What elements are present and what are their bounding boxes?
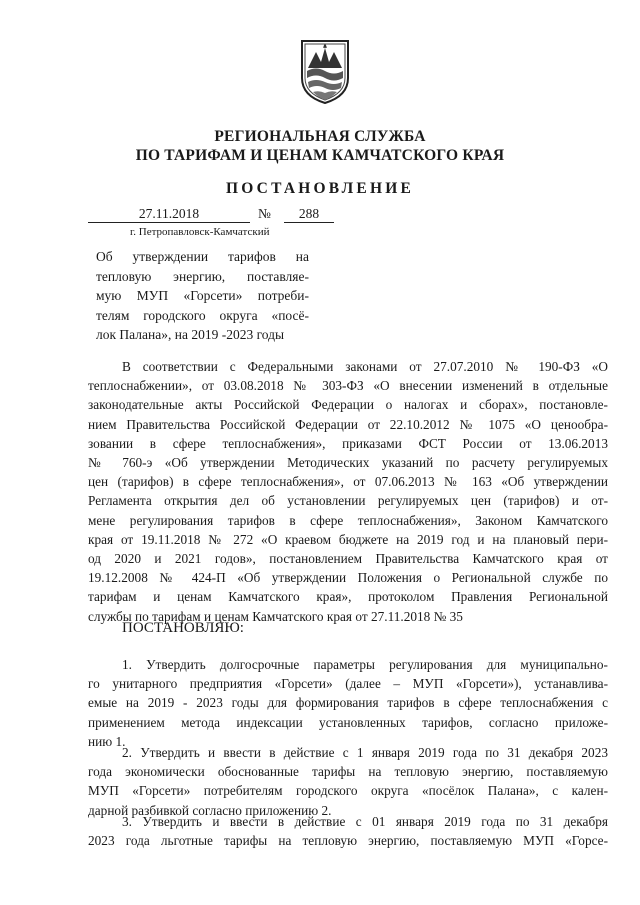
subject-line: лок Палана», на 2019 -2023 годы (96, 327, 285, 342)
text-line: службы по тарифам и ценам Камчатского края от 27.11.2018 № 35 (88, 608, 463, 624)
clause-1 (88, 655, 608, 751)
text-line: нию 1. (88, 733, 126, 749)
text-line: года экономически обоснованные тарифы на тепловую энергию, поставляемую (88, 764, 608, 780)
text-line: Регламента открытия дел об установлении регулируемых цен (тарифов) и от- (88, 493, 608, 509)
subject-line: Об утверждении тарифов на (96, 249, 309, 264)
text-line: мене регулирования тарифов в сфере теплоснабжения», Законом Камчатского (88, 512, 608, 528)
text-line: го унитарного предприятия «Горсети» (далее – МУП «Горсети»), устанавлива- (88, 676, 608, 692)
text-line: края от 19.11.2018 № 272 «О краевом бюджете на 2019 год и на плановый пери- (88, 531, 608, 547)
decree-heading: ПОСТАНОВЛЯЮ: (122, 620, 244, 636)
text-line: дарной разбивкой согласно приложению 2. (88, 802, 332, 818)
text-line: законодательные акты Российской Федерации о налогах и сборах», постановле- (88, 397, 608, 413)
date-number-line (88, 206, 338, 226)
text-line: 2023 года льготные тарифы на тепловую энергию, поставляемую МУП «Горсе- (88, 833, 608, 849)
city-name: г. Петропавловск-Камчатский (130, 226, 270, 238)
subject-line: тепловую энергию, поставляе- (96, 268, 309, 284)
text-line: МУП «Горсети» потребителям городского округа «посёлок Палана», с кален- (88, 783, 608, 799)
document-subject (96, 247, 309, 345)
text-line: В соответствии с Федеральными законами от 27.07.2010 № 190-ФЗ «О (122, 359, 608, 374)
text-line: теплоснабжении», от 03.08.2018 № 303-ФЗ «О внесении изменений в отдельные (88, 378, 608, 394)
preamble-paragraph (88, 357, 608, 626)
document-number: 288 (284, 206, 334, 223)
text-line: 3. Утвердить и ввести в действие с 01 января 2019 года по 31 декабря (122, 814, 608, 829)
kamchatka-coat-of-arms-icon (299, 38, 351, 105)
text-line: 2. Утвердить и ввести в действие с 1 января 2019 года по 31 декабря 2023 (122, 745, 608, 760)
text-line: емые на 2019 - 2023 годы для формирования тарифов в сфере теплоснабжения с (88, 695, 608, 711)
clause-3 (88, 812, 608, 850)
org-name-line-2: ПО ТАРИФАМ И ЦЕНАМ КАМЧАТСКОГО КРАЯ (135, 147, 505, 164)
text-line: од 2020 и 2021 годов», постановлением Правительства Камчатского края от (88, 551, 608, 567)
subject-line: телям городского округа «посё- (96, 307, 309, 323)
text-line: зовании в сфере теплоснабжения», приказами ФСТ России от 13.06.2013 (88, 435, 608, 451)
subject-line: мую МУП «Горсети» потреби- (96, 288, 309, 303)
text-line: 19.12.2008 № 424-П «Об утверждении Положения о Региональной службе по (88, 570, 608, 586)
text-line: 1. Утвердить долгосрочные параметры регулирования для муниципально- (122, 657, 608, 672)
text-line: № 760-э «Об утверждении Методических указаний по расчету регулируемых (88, 455, 608, 471)
document-type-title: ПОСТАНОВЛЕНИЕ (225, 180, 415, 197)
text-line: тарифам и ценам Камчатского края», протоколом Правления Региональной (88, 589, 608, 605)
text-line: применением метода индексации установленных тарифов, согласно приложе- (88, 714, 608, 730)
clause-2 (88, 743, 608, 820)
org-name-line-1: РЕГИОНАЛЬНАЯ СЛУЖБА (214, 128, 426, 145)
text-line: нием Правительства Российской Федерации от 22.10.2012 № 1075 «О ценообра- (88, 416, 608, 432)
number-sign: № (258, 206, 271, 221)
document-date: 27.11.2018 (88, 206, 250, 223)
text-line: цен (тарифов) в сфере теплоснабжения», от 07.06.2013 № 163 «Об утверждении (88, 474, 608, 490)
